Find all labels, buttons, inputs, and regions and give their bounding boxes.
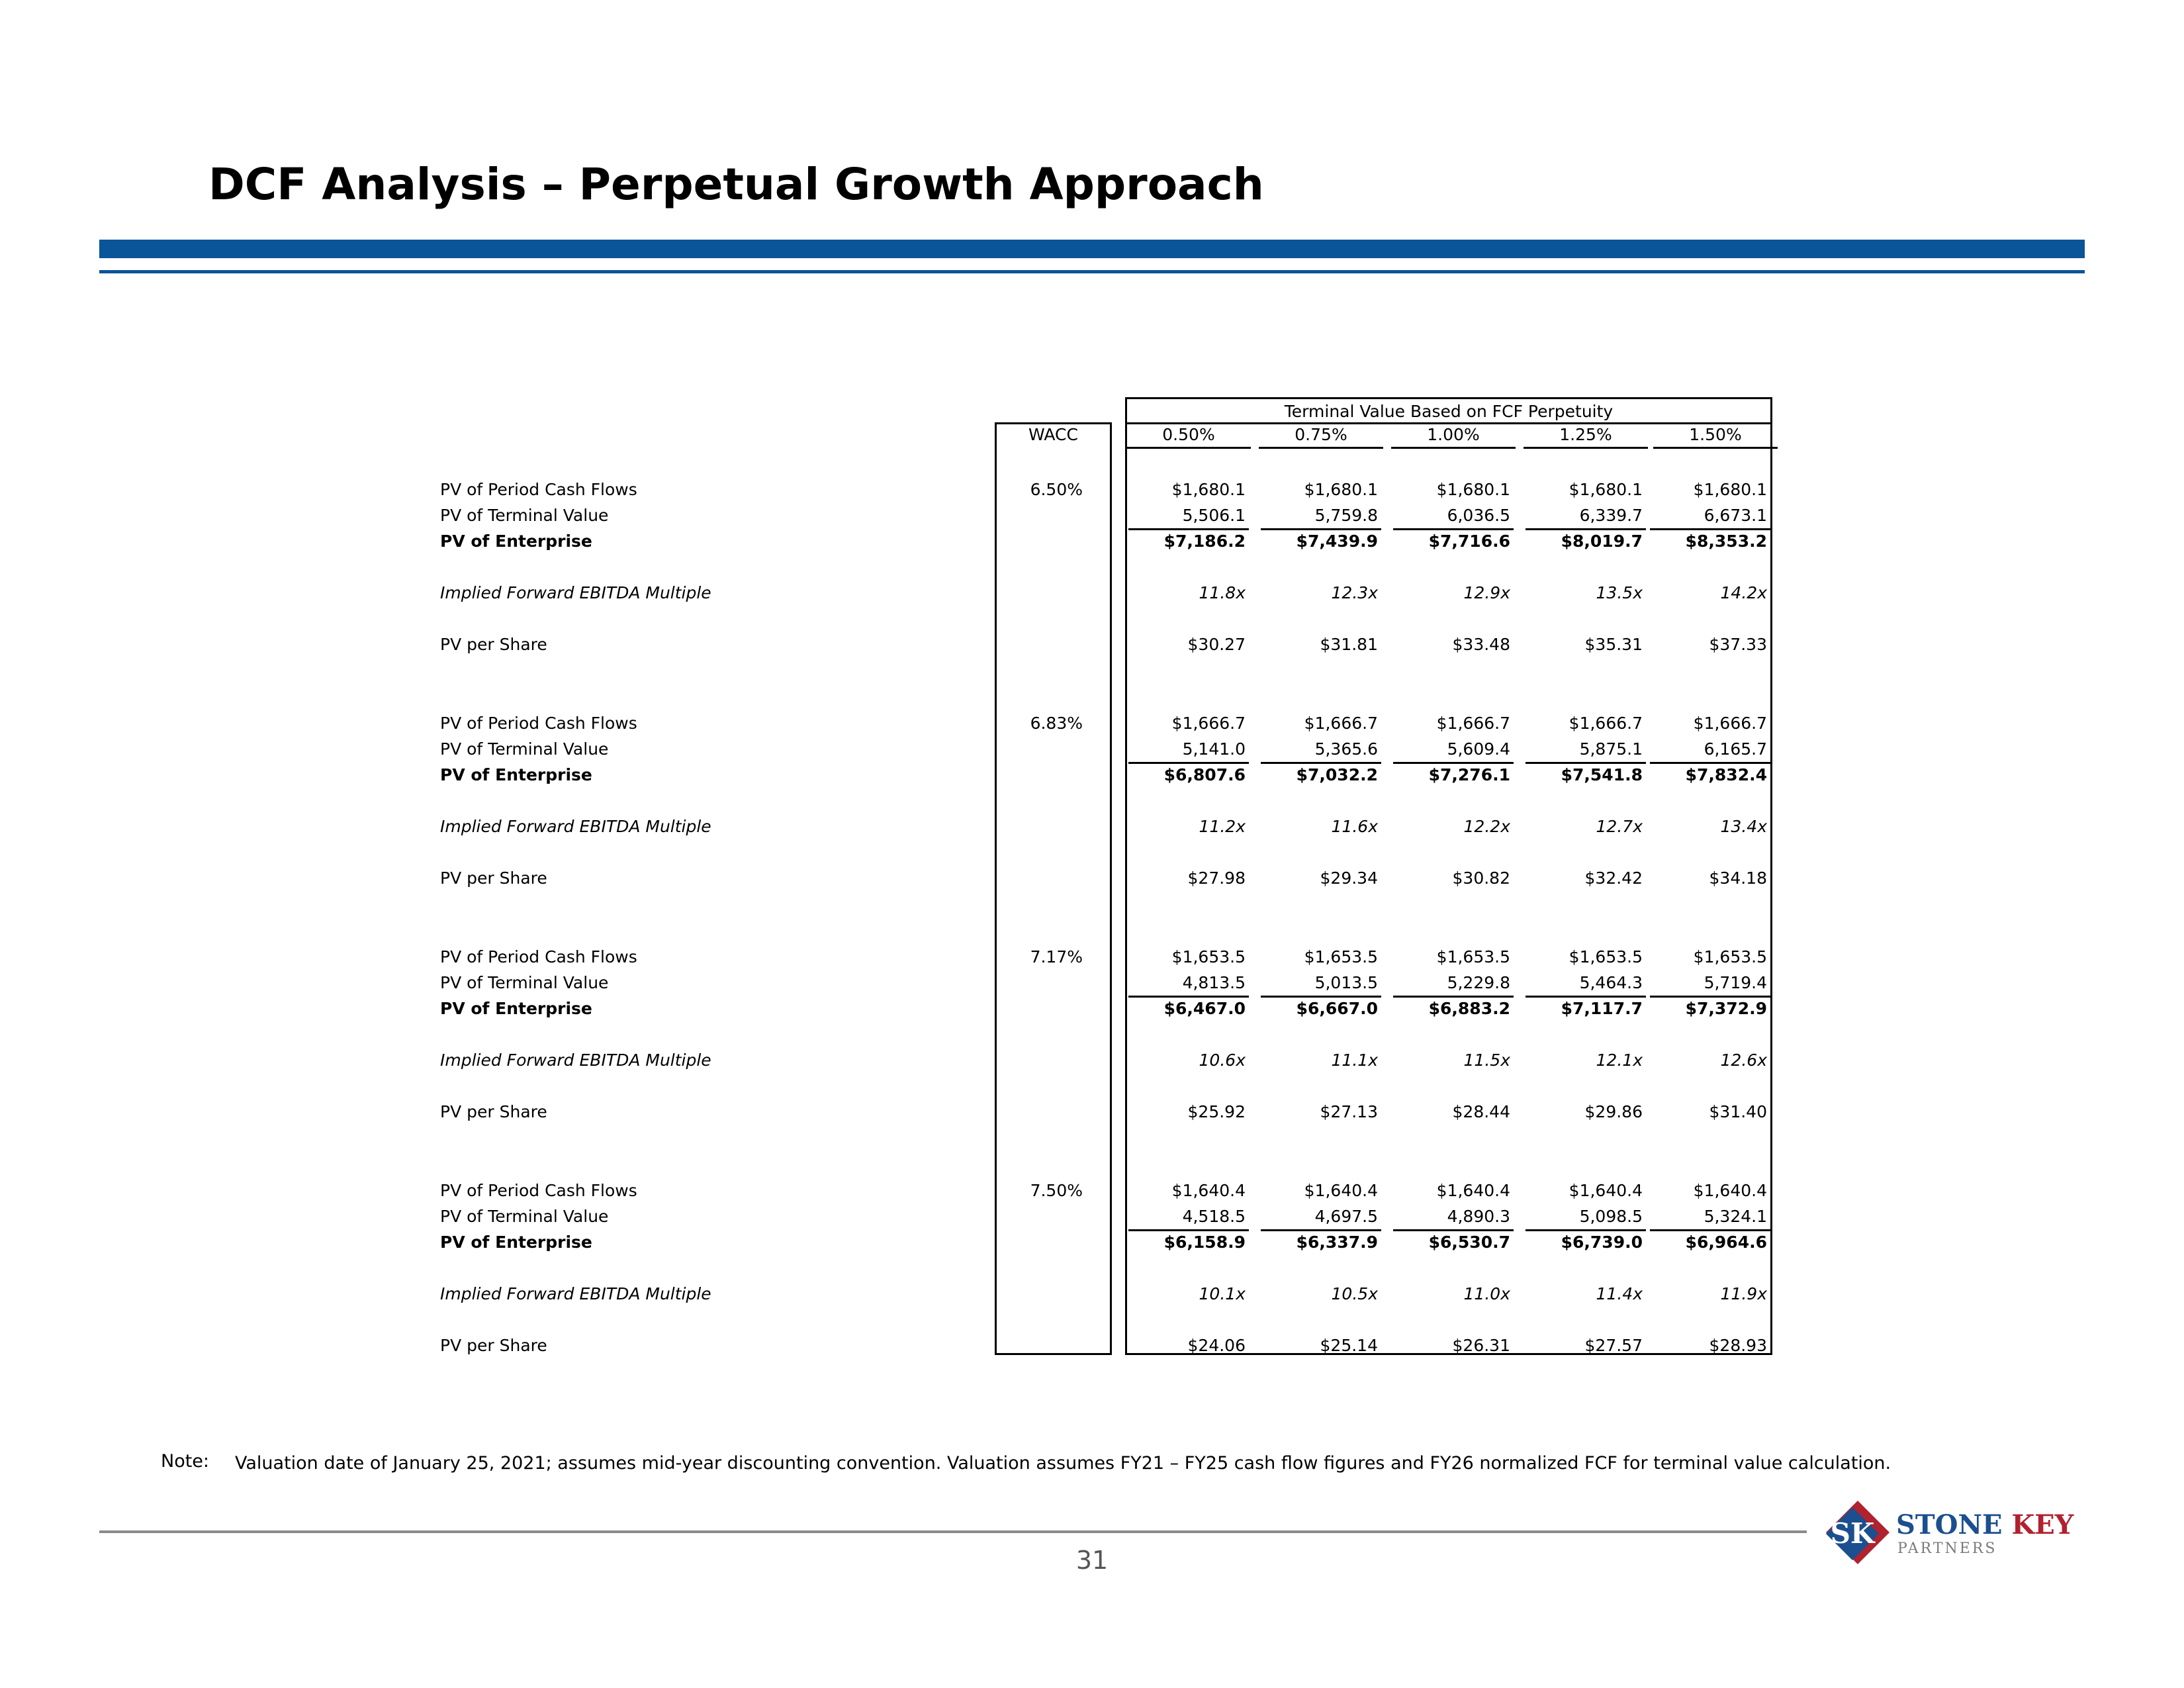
pv-enterprise-value: $7,186.2 <box>1163 532 1246 551</box>
pv-period-cash-flows-value: $1,640.4 <box>1304 1181 1378 1200</box>
pv-per-share-value: $31.81 <box>1320 635 1378 654</box>
pv-enterprise-value: $6,530.7 <box>1428 1233 1510 1252</box>
pv-terminal-value-value: 4,813.5 <box>1182 973 1246 992</box>
subtotal-underline <box>1525 996 1646 998</box>
pv-period-cash-flows-label: PV of Period Cash Flows <box>440 480 637 499</box>
note-text: Valuation date of January 25, 2021; assumes mid-year discounting convention. Valuation assumes FY21 – FY25 cash flow figures and FY26 normalized FCF for terminal value calculation. <box>235 1453 1891 1474</box>
footer-rule <box>99 1530 1807 1533</box>
implied-ebitda-multiple-value: 12.2x <box>1463 817 1510 836</box>
pv-per-share-value: $25.14 <box>1320 1336 1378 1355</box>
subtotal-underline <box>1393 528 1514 530</box>
pv-enterprise-value: $8,353.2 <box>1685 532 1767 551</box>
pv-per-share-value: $32.42 <box>1584 868 1643 888</box>
implied-ebitda-multiple-label: Implied Forward EBITDA Multiple <box>440 583 711 602</box>
subtotal-underline <box>1128 762 1249 764</box>
pv-period-cash-flows-value: $1,653.5 <box>1171 947 1246 966</box>
implied-ebitda-multiple-value: 11.0x <box>1463 1284 1510 1303</box>
pv-period-cash-flows-value: $1,653.5 <box>1304 947 1378 966</box>
pv-period-cash-flows-value: $1,653.5 <box>1436 947 1510 966</box>
implied-ebitda-multiple-value: 13.5x <box>1596 583 1643 602</box>
pv-per-share-value: $24.06 <box>1187 1336 1246 1355</box>
pv-per-share-value: $31.40 <box>1709 1102 1767 1121</box>
pv-enterprise-value: $6,467.0 <box>1163 999 1246 1018</box>
pv-enterprise-value: $6,807.6 <box>1163 765 1246 784</box>
pv-per-share-value: $27.57 <box>1584 1336 1643 1355</box>
pv-period-cash-flows-value: $1,653.5 <box>1693 947 1767 966</box>
pv-enterprise-value: $6,158.9 <box>1163 1233 1246 1252</box>
pv-terminal-value-label: PV of Terminal Value <box>440 506 609 525</box>
pv-per-share-value: $26.31 <box>1452 1336 1510 1355</box>
pv-enterprise-value: $7,439.9 <box>1296 532 1378 551</box>
wacc-value: 6.50% <box>1030 480 1083 499</box>
pv-terminal-value-value: 5,098.5 <box>1579 1207 1643 1226</box>
pv-terminal-value-label: PV of Terminal Value <box>440 973 609 992</box>
logo-diamond-icon <box>1823 1499 1896 1569</box>
pv-period-cash-flows-value: $1,666.7 <box>1693 714 1767 733</box>
pv-terminal-value-value: 5,229.8 <box>1447 973 1510 992</box>
growth-rate-underline <box>1259 447 1383 449</box>
terminal-value-header: Terminal Value Based on FCF Perpetuity <box>1125 397 1772 423</box>
implied-ebitda-multiple-value: 10.5x <box>1331 1284 1378 1303</box>
pv-terminal-value-value: 5,759.8 <box>1314 506 1378 525</box>
pv-terminal-value-value: 6,673.1 <box>1704 506 1767 525</box>
pv-per-share-value: $25.92 <box>1187 1102 1246 1121</box>
logo-monogram: SK <box>1830 1517 1875 1550</box>
pv-enterprise-label: PV of Enterprise <box>440 999 592 1018</box>
growth-rate-header: 1.25% <box>1559 425 1612 444</box>
pv-enterprise-label: PV of Enterprise <box>440 765 592 784</box>
pv-terminal-value-value: 4,518.5 <box>1182 1207 1246 1226</box>
pv-period-cash-flows-value: $1,640.4 <box>1693 1181 1767 1200</box>
pv-enterprise-value: $6,883.2 <box>1428 999 1510 1018</box>
logo-name <box>1896 1509 2073 1540</box>
pv-terminal-value-value: 5,719.4 <box>1704 973 1767 992</box>
pv-period-cash-flows-value: $1,640.4 <box>1569 1181 1643 1200</box>
pv-period-cash-flows-value: $1,680.1 <box>1171 480 1246 499</box>
subtotal-underline <box>1650 762 1770 764</box>
pv-per-share-value: $27.13 <box>1320 1102 1378 1121</box>
subtotal-underline <box>1128 1229 1249 1231</box>
pv-period-cash-flows-value: $1,680.1 <box>1304 480 1378 499</box>
growth-rate-header: 1.00% <box>1427 425 1480 444</box>
wacc-column-box <box>995 422 1112 1355</box>
wacc-value: 6.83% <box>1030 714 1083 733</box>
title-rule-thick <box>99 240 2085 258</box>
pv-terminal-value-value: 4,890.3 <box>1447 1207 1510 1226</box>
implied-ebitda-multiple-value: 11.8x <box>1199 583 1246 602</box>
implied-ebitda-multiple-value: 11.4x <box>1596 1284 1643 1303</box>
pv-period-cash-flows-value: $1,666.7 <box>1569 714 1643 733</box>
growth-rate-header: 0.75% <box>1295 425 1347 444</box>
subtotal-underline <box>1525 1229 1646 1231</box>
subtotal-underline <box>1650 1229 1770 1231</box>
growth-rate-underline <box>1391 447 1516 449</box>
implied-ebitda-multiple-value: 11.9x <box>1720 1284 1767 1303</box>
subtotal-underline <box>1393 1229 1514 1231</box>
pv-period-cash-flows-label: PV of Period Cash Flows <box>440 714 637 733</box>
pv-period-cash-flows-value: $1,680.1 <box>1569 480 1643 499</box>
implied-ebitda-multiple-value: 11.5x <box>1463 1051 1510 1070</box>
pv-enterprise-value: $6,739.0 <box>1561 1233 1643 1252</box>
implied-ebitda-multiple-label: Implied Forward EBITDA Multiple <box>440 817 711 836</box>
pv-enterprise-value: $7,032.2 <box>1296 765 1378 784</box>
pv-period-cash-flows-value: $1,666.7 <box>1436 714 1510 733</box>
pv-terminal-value-value: 5,506.1 <box>1182 506 1246 525</box>
pv-enterprise-value: $7,372.9 <box>1685 999 1767 1018</box>
implied-ebitda-multiple-value: 10.1x <box>1199 1284 1246 1303</box>
pv-period-cash-flows-label: PV of Period Cash Flows <box>440 1181 637 1200</box>
implied-ebitda-multiple-value: 11.2x <box>1199 817 1246 836</box>
logo-name-part1: STONE <box>1896 1509 2003 1540</box>
pv-enterprise-value: $7,117.7 <box>1561 999 1643 1018</box>
pv-terminal-value-value: 6,036.5 <box>1447 506 1510 525</box>
implied-ebitda-multiple-value: 14.2x <box>1720 583 1767 602</box>
pv-per-share-value: $30.82 <box>1452 868 1510 888</box>
implied-ebitda-multiple-value: 10.6x <box>1199 1051 1246 1070</box>
pv-enterprise-value: $7,276.1 <box>1428 765 1510 784</box>
pv-per-share-label: PV per Share <box>440 635 547 654</box>
implied-ebitda-multiple-value: 12.7x <box>1596 817 1643 836</box>
implied-ebitda-multiple-value: 12.6x <box>1720 1051 1767 1070</box>
pv-terminal-value-value: 5,324.1 <box>1704 1207 1767 1226</box>
pv-enterprise-value: $7,716.6 <box>1428 532 1510 551</box>
pv-per-share-value: $28.44 <box>1452 1102 1510 1121</box>
subtotal-underline <box>1128 528 1249 530</box>
growth-rate-underline <box>1524 447 1648 449</box>
wacc-value: 7.17% <box>1030 947 1083 966</box>
implied-ebitda-multiple-label: Implied Forward EBITDA Multiple <box>440 1284 711 1303</box>
subtotal-underline <box>1393 762 1514 764</box>
pv-enterprise-label: PV of Enterprise <box>440 532 592 551</box>
pv-per-share-label: PV per Share <box>440 868 547 888</box>
implied-ebitda-multiple-value: 13.4x <box>1720 817 1767 836</box>
title-rule-thin <box>99 270 2085 273</box>
stone-key-logo <box>1823 1499 2075 1569</box>
pv-terminal-value-value: 5,013.5 <box>1314 973 1378 992</box>
pv-per-share-value: $29.34 <box>1320 868 1378 888</box>
pv-enterprise-label: PV of Enterprise <box>440 1233 592 1252</box>
subtotal-underline <box>1261 762 1381 764</box>
pv-terminal-value-value: 5,609.4 <box>1447 739 1510 759</box>
subtotal-underline <box>1650 528 1770 530</box>
logo-subtitle: PARTNERS <box>1897 1540 1997 1557</box>
pv-period-cash-flows-value: $1,640.4 <box>1171 1181 1246 1200</box>
pv-enterprise-value: $7,541.8 <box>1561 765 1643 784</box>
pv-per-share-value: $29.86 <box>1584 1102 1643 1121</box>
pv-enterprise-value: $6,667.0 <box>1296 999 1378 1018</box>
pv-terminal-value-label: PV of Terminal Value <box>440 739 609 759</box>
wacc-header: WACC <box>1028 425 1078 444</box>
pv-per-share-value: $35.31 <box>1584 635 1643 654</box>
pv-period-cash-flows-value: $1,666.7 <box>1304 714 1378 733</box>
pv-terminal-value-value: 4,697.5 <box>1314 1207 1378 1226</box>
pv-terminal-value-value: 6,165.7 <box>1704 739 1767 759</box>
pv-period-cash-flows-value: $1,680.1 <box>1693 480 1767 499</box>
pv-enterprise-value: $8,019.7 <box>1561 532 1643 551</box>
pv-per-share-value: $30.27 <box>1187 635 1246 654</box>
implied-ebitda-multiple-value: 11.1x <box>1331 1051 1378 1070</box>
subtotal-underline <box>1650 996 1770 998</box>
pv-per-share-label: PV per Share <box>440 1102 547 1121</box>
growth-rate-underline <box>1126 447 1251 449</box>
pv-enterprise-value: $7,832.4 <box>1685 765 1767 784</box>
wacc-value: 7.50% <box>1030 1181 1083 1200</box>
subtotal-underline <box>1128 996 1249 998</box>
logo-name-part2: KEY <box>2011 1509 2074 1540</box>
pv-terminal-value-label: PV of Terminal Value <box>440 1207 609 1226</box>
pv-period-cash-flows-value: $1,666.7 <box>1171 714 1246 733</box>
page-title: DCF Analysis – Perpetual Growth Approach <box>208 159 1264 210</box>
subtotal-underline <box>1525 528 1646 530</box>
subtotal-underline <box>1525 762 1646 764</box>
pv-period-cash-flows-value: $1,653.5 <box>1569 947 1643 966</box>
growth-rate-underline <box>1653 447 1778 449</box>
note-label: Note: <box>161 1451 210 1472</box>
implied-ebitda-multiple-value: 12.3x <box>1331 583 1378 602</box>
pv-per-share-label: PV per Share <box>440 1336 547 1355</box>
pv-terminal-value-value: 5,365.6 <box>1314 739 1378 759</box>
subtotal-underline <box>1261 528 1381 530</box>
pv-terminal-value-value: 6,339.7 <box>1579 506 1643 525</box>
pv-per-share-value: $28.93 <box>1709 1336 1767 1355</box>
growth-rate-header: 1.50% <box>1689 425 1742 444</box>
page-number: 31 <box>1075 1546 1109 1575</box>
pv-per-share-value: $37.33 <box>1709 635 1767 654</box>
pv-period-cash-flows-value: $1,640.4 <box>1436 1181 1510 1200</box>
pv-per-share-value: $27.98 <box>1187 868 1246 888</box>
pv-period-cash-flows-value: $1,680.1 <box>1436 480 1510 499</box>
subtotal-underline <box>1261 1229 1381 1231</box>
pv-terminal-value-value: 5,141.0 <box>1182 739 1246 759</box>
subtotal-underline <box>1261 996 1381 998</box>
implied-ebitda-multiple-label: Implied Forward EBITDA Multiple <box>440 1051 711 1070</box>
implied-ebitda-multiple-value: 11.6x <box>1331 817 1378 836</box>
growth-rate-header: 0.50% <box>1162 425 1215 444</box>
pv-per-share-value: $34.18 <box>1709 868 1767 888</box>
subtotal-underline <box>1393 996 1514 998</box>
pv-enterprise-value: $6,337.9 <box>1296 1233 1378 1252</box>
pv-enterprise-value: $6,964.6 <box>1685 1233 1767 1252</box>
pv-per-share-value: $33.48 <box>1452 635 1510 654</box>
pv-terminal-value-value: 5,875.1 <box>1579 739 1643 759</box>
implied-ebitda-multiple-value: 12.9x <box>1463 583 1510 602</box>
pv-terminal-value-value: 5,464.3 <box>1579 973 1643 992</box>
implied-ebitda-multiple-value: 12.1x <box>1596 1051 1643 1070</box>
pv-period-cash-flows-label: PV of Period Cash Flows <box>440 947 637 966</box>
